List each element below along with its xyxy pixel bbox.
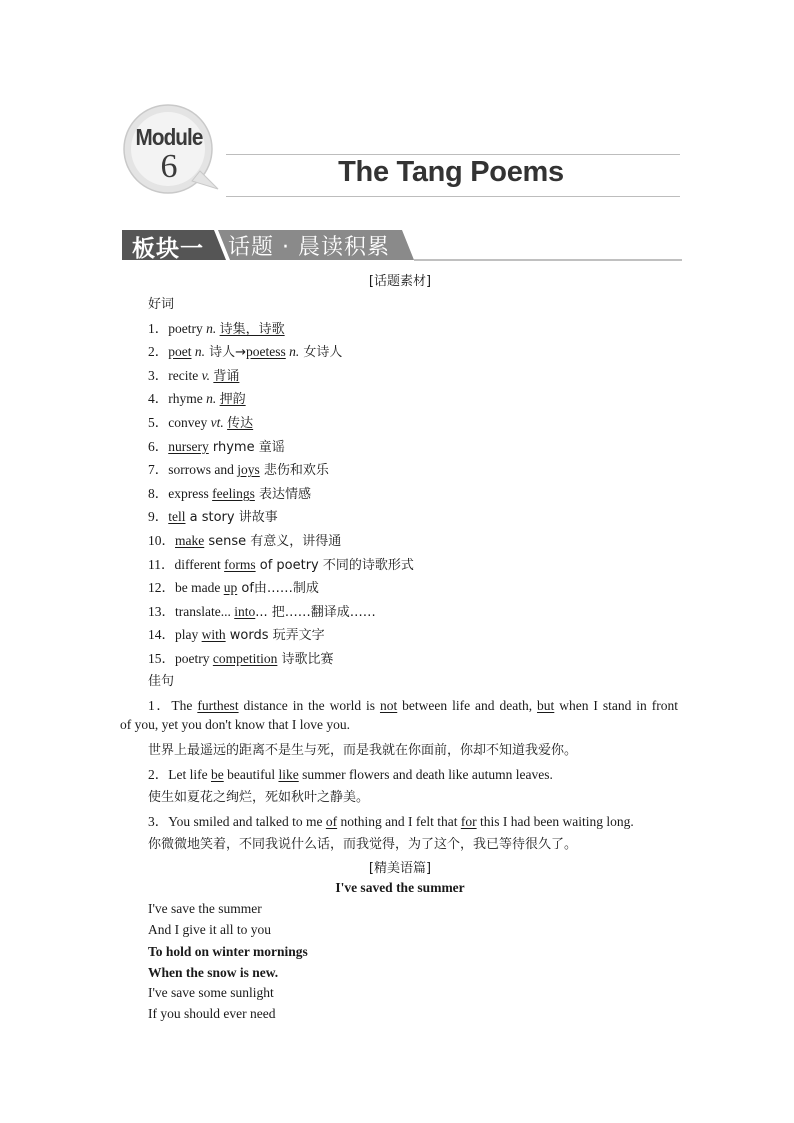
poem-line: To hold on winter mornings bbox=[148, 944, 308, 959]
banner-label: 板块一 bbox=[132, 236, 204, 262]
poem-line: When the snow is new. bbox=[148, 965, 279, 980]
sentence-english: of you, yet you don't know that I love you. bbox=[120, 717, 351, 732]
sentence-english: 3．You smiled and talked to me of nothing and I felt that for this I had been waiting long. bbox=[148, 814, 634, 829]
list-item: 5．convey vt. 传达 bbox=[148, 415, 254, 431]
page-title: The Tang Poems bbox=[338, 156, 564, 188]
list-item: 8．express feelings 表达情感 bbox=[148, 486, 312, 502]
module-label: Module bbox=[135, 124, 203, 150]
list-item: 13．translate... into... 把……翻译成…… bbox=[148, 604, 376, 620]
list-item: 6．nursery rhyme 童谣 bbox=[148, 439, 285, 455]
section-banner bbox=[122, 228, 682, 262]
divider bbox=[226, 154, 680, 155]
list-item: 14．play with words 玩弄文字 bbox=[148, 627, 325, 643]
sentence-english: 1．The furthest distance in the world is not between life and death, but when I stand in front bbox=[148, 698, 678, 713]
list-item: 1．poetry n. 诗集，诗歌 bbox=[148, 321, 285, 337]
list-item: 7．sorrows and joys 悲伤和欢乐 bbox=[148, 462, 329, 478]
sentence-chinese: 世界上最遥远的距离不是生与死，而是我就在你面前，你却不知道我爱你。 bbox=[148, 743, 578, 758]
list-item: 15．poetry competition 诗歌比赛 bbox=[148, 651, 334, 667]
section-heading: [精美语篇] bbox=[368, 861, 432, 876]
sentence-chinese: 你微微地笑着，不同我说什么话，而我觉得，为了这个，我已等待很久了。 bbox=[148, 837, 578, 852]
list-item: 10．make sense 有意义，讲得通 bbox=[148, 533, 342, 549]
divider bbox=[226, 196, 680, 197]
subheading: 佳句 bbox=[148, 674, 175, 689]
list-item: 12．be made up of由……制成 bbox=[148, 580, 319, 596]
poem-line: And I give it all to you bbox=[148, 922, 271, 937]
banner-label: 话题 · 晨读积累 bbox=[228, 235, 390, 260]
module-number: 6 bbox=[160, 148, 178, 185]
list-item: 9．tell a story 讲故事 bbox=[148, 509, 278, 525]
list-item: 11．different forms of poetry 不同的诗歌形式 bbox=[148, 557, 414, 573]
subheading: 好词 bbox=[148, 297, 175, 312]
list-item: 2．poet n. 诗人→poetess n. 女诗人 bbox=[148, 344, 343, 360]
poem-title: I've saved the summer bbox=[335, 880, 465, 895]
poem-line: I've save some sunlight bbox=[148, 985, 274, 1000]
poem-line: If you should ever need bbox=[148, 1006, 276, 1021]
list-item: 3．recite v. 背诵 bbox=[148, 368, 240, 384]
poem-line: I've save the summer bbox=[148, 901, 262, 916]
list-item: 4．rhyme n. 押韵 bbox=[148, 391, 246, 407]
sentence-english: 2．Let life be beautiful like summer flowers and death like autumn leaves. bbox=[148, 767, 553, 782]
section-heading: [话题素材] bbox=[368, 274, 432, 289]
sentence-chinese: 使生如夏花之绚烂，死如秋叶之静美。 bbox=[148, 790, 370, 805]
